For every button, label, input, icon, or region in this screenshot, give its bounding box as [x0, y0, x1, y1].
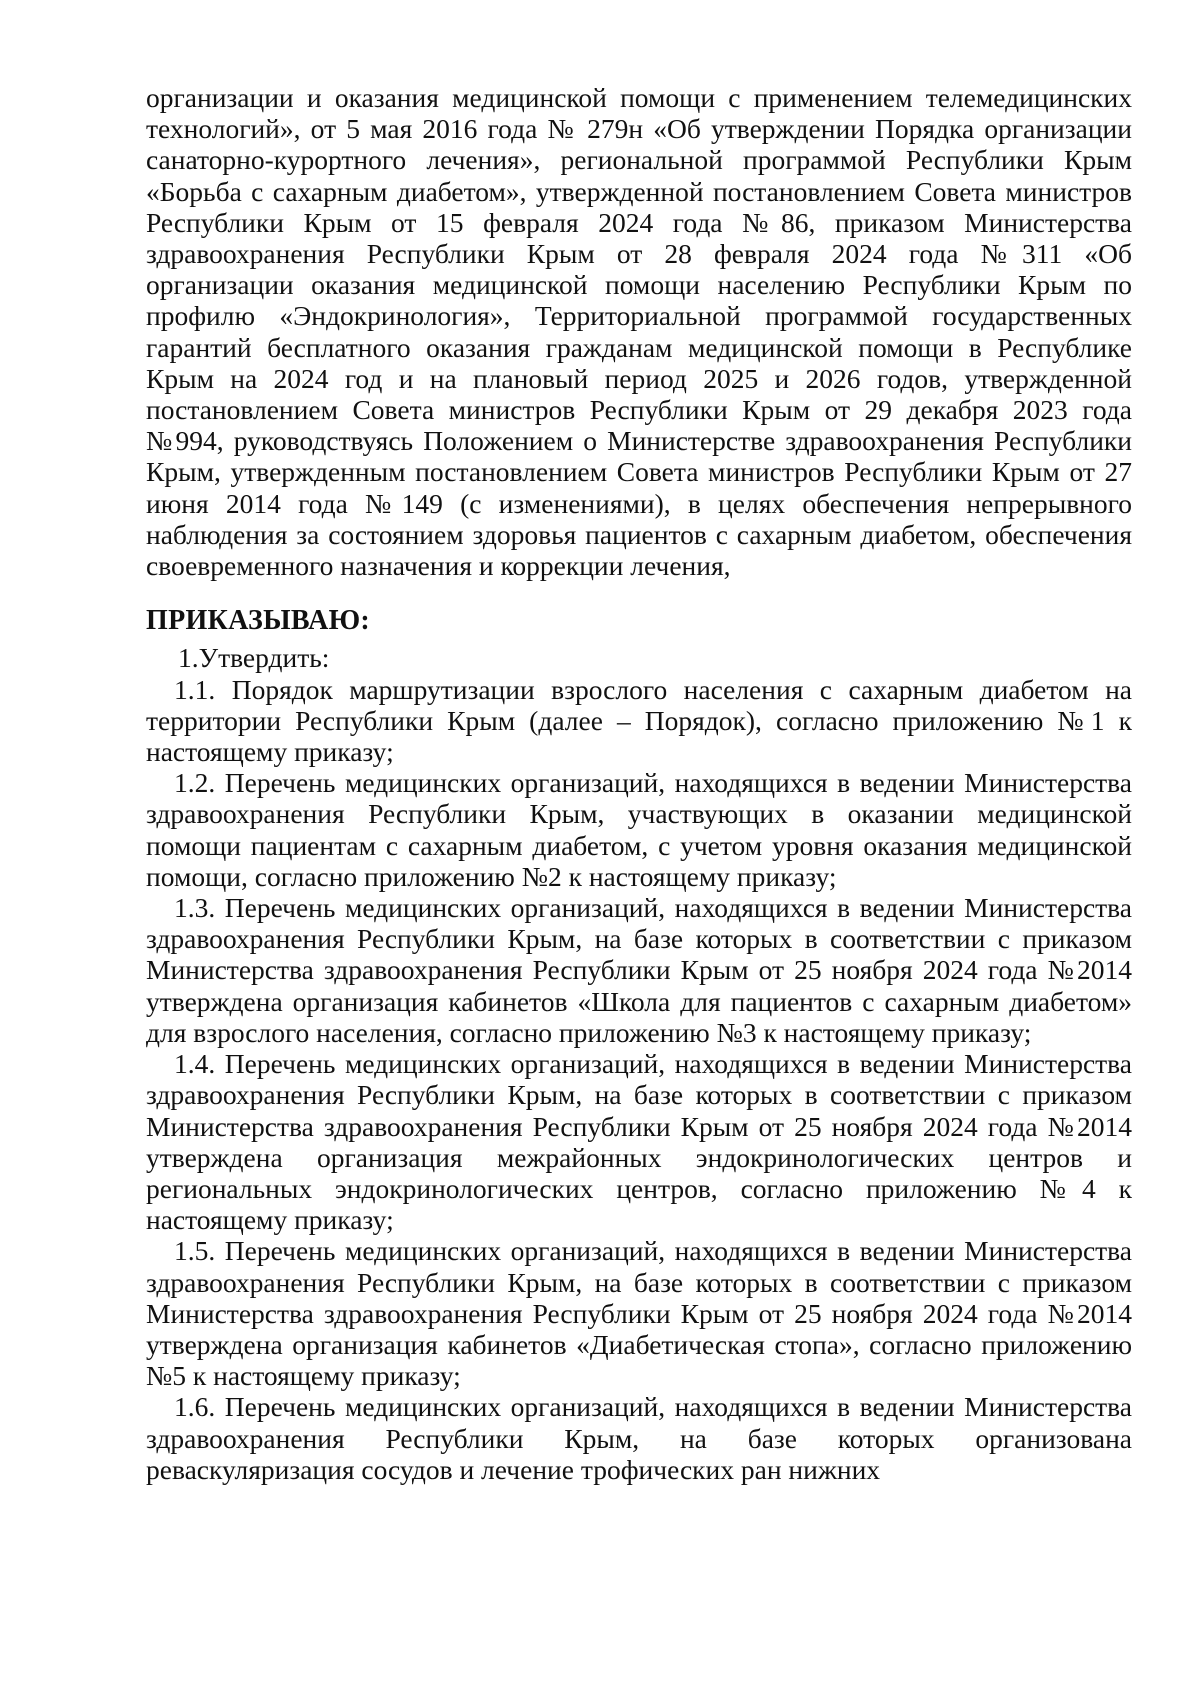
subitem-number: 1.1.	[174, 673, 216, 705]
subitem-1-2	[146, 767, 1132, 892]
item-1: 1.Утвердить:	[178, 642, 330, 674]
subitem-text: Перечень медицинских организаций, находящихся в ведении Министерства здравоохранения Республики Крым, на базе которых в соответствии с приказом Министерства здравоохранения Республики Крым от 25 ноября 2024 года №2014 утверждена организация кабинетов «Школа для пациентов с сахарным диабетом» для взрослого населения, согласно приложению №3 к настоящему приказу;	[146, 892, 1132, 1048]
subitem-number: 1.6.	[174, 1391, 216, 1423]
subitem-number: 1.3.	[174, 892, 216, 924]
subitem-number: 1.5.	[174, 1235, 216, 1267]
subitem-text: Перечень медицинских организаций, находящихся в ведении Министерства здравоохранения Республики Крым, участвующих в оказании медицинской помощи пациентам с сахарным диабетом, с учетом уровня оказания медицинской помощи, согласно приложению №2 к настоящему приказу;	[146, 767, 1132, 892]
subitem-text: Порядок маршрутизации взрослого населения с сахарным диабетом на территории Республики Крым (далее – Порядок), согласно приложению №1 к настоящему приказу;	[146, 673, 1132, 768]
document-page	[146, 82, 1132, 1485]
subitem-1-4	[146, 1048, 1132, 1235]
subitem-text: Перечень медицинских организаций, находящихся в ведении Министерства здравоохранения Республики Крым, на базе которых организована реваскуляризация сосудов и лечение трофических ран нижних	[146, 1391, 1132, 1485]
subitem-text: Перечень медицинских организаций, находящихся в ведении Министерства здравоохранения Республики Крым, на базе которых в соответствии с приказом Министерства здравоохранения Республики Крым от 25 ноября 2024 года №2014 утверждена организация кабинетов «Диабетическая стопа», согласно приложению №5 к настоящему приказу;	[146, 1235, 1132, 1392]
subitem-1-5	[146, 1235, 1132, 1391]
subitem-number: 1.4.	[174, 1048, 216, 1080]
subitem-1-6	[146, 1391, 1132, 1485]
subitem-number: 1.2.	[174, 767, 216, 799]
subitem-1-1	[146, 674, 1132, 768]
order-heading: ПРИКАЗЫВАЮ:	[146, 605, 371, 637]
subitem-1-3	[146, 892, 1132, 1048]
subitem-text: Перечень медицинских организаций, находящихся в ведении Министерства здравоохранения Республики Крым, на базе которых в соответствии с приказом Министерства здравоохранения Республики Крым от 25 ноября 2024 года №2014 утверждена организация межрайонных эндокринологических центров и региональных эндокринологических центров, согласно приложению №4 к настоящему приказу;	[146, 1048, 1132, 1236]
intro-paragraph: организации и оказания медицинской помощи с применением телемедицинских технологий», от 5 мая 2016 года № 279н «Об утверждении Порядка организации санаторно-курортного лечения», региональной программой Республики Крым «Борьба с сахарным диабетом», утвержденной постановлением Совета министров Республики Крым от 15 февраля 2024 года №86, приказом Министерства здравоохранения Республики Крым от 28 февраля 2024 года №311 «Об организации оказания медицинской помощи населению Республики Крым по профилю «Эндокринология», Территориальной программой государственных гарантий бесплатного оказания гражданам медицинской помощи в Республике Крым на 2024 год и на плановый период 2025 и 2026 годов, утвержденной постановлением Совета министров Республики Крым от 29 декабря 2023 года №994, руководствуясь Положением о Министерстве здравоохранения Республики Крым, утвержденным постановлением Совета министров Республики Крым от 27 июня 2014 года №149 (с изменениями), в целях обеспечения непрерывного наблюдения за состоянием здоровья пациентов с сахарным диабетом, обеспечения своевременного назначения и коррекции лечения,	[146, 82, 1132, 582]
